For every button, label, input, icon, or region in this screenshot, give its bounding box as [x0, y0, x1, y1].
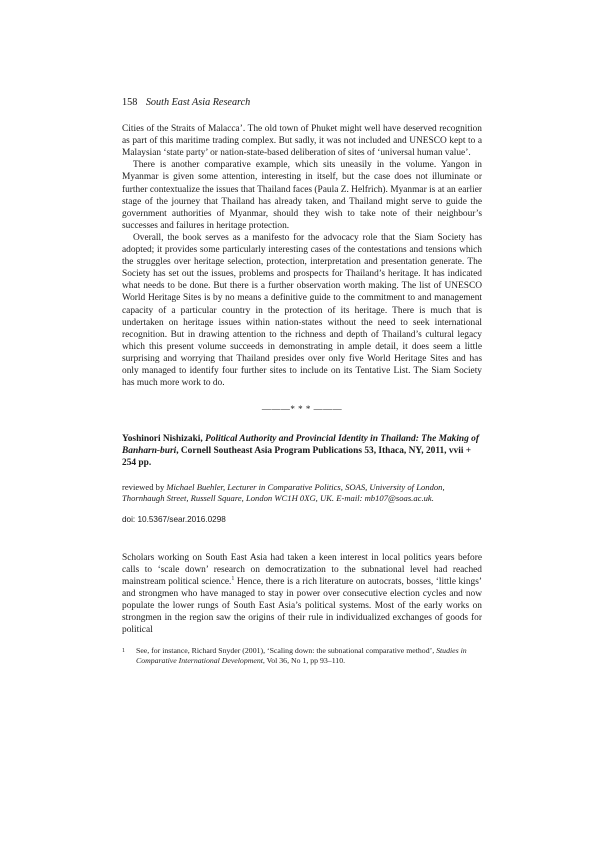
running-head [122, 97, 482, 109]
doi: doi: 10.5367/sear.2016.0298 [122, 514, 226, 524]
footnote-journal: Studies in Comparative International Development [136, 646, 467, 666]
page-number: 158 [122, 97, 138, 108]
journal-title: South East Asia Research [145, 97, 251, 108]
section-separator: ———* * * ——— [261, 404, 343, 415]
paragraph-overall: Overall, the book serves as a manifesto for the advocacy role that the Siam Society has adopted; it provides some particularly interesting cases of the contestations and tensions which the struggles over heritage selection, protection, interpretation and presentation generate. The Society has set out the issues, problems and prospects for Thailand’s heritage. It has indicated what needs to be done. But there is a further observation worth making. The list of UNESCO World Heritage Sites is by no means a definitive guide to the commitment to and management capacity of a particular country in the protection of its heritage. There is much that is undertaken on heritage issues within nation-states without the need to seek international recognition. But in drawing attention to the richness and depth of Thailand’s cultural legacy which this present volume succeeds in demonstrating in ample detail, it does seem a little surprising and worrying that Thailand presides over only five World Heritage Sites and has only managed to identify four further sites to include on its Tentative List. The Siam Society has much more work to do. [122, 232, 482, 389]
review-body: Scholars working on South East Asia had taken a keen interest in local politics years before calls to ‘scale down’ research on democratization to the subnational level had reached mainstream political science.$^1$ Hence, there is a rich literature on autocrats, bosses, ‘little kings’ and strongmen who have managed to stay in power over consecutive election cycles and now populate the lower rungs of South East Asia’s political systems. Most of the early works on strongmen in the region saw the origins of their rule in individualized exchanges of goods for political [122, 552, 482, 636]
paragraph-continued: Cities of the Straits of Malacca’. The old town of Phuket might well have deserved recognition as part of this maritime trading complex. But sadly, it was not included and UNESCO kept to a Malaysian ‘state party’ or nation-state-based deliberation of sites of ‘universal human value’. [122, 124, 482, 159]
page-content [122, 97, 482, 666]
reviewer-line [122, 482, 482, 504]
book-publication: , Cornell Southeast Asia Program Publications 53, Ithaca, NY, 2011, vvii + 254 pp. [122, 446, 472, 469]
footnote-text: See, for instance, Richard Snyder (2001), ‘Scaling down: the subnational comparative method’, Studies in Comparative International Development, Vol 36, No 1, pp 93–110. [136, 646, 467, 666]
reviewed-by-prefix: reviewed by [122, 481, 167, 492]
footnote-mark: 1 [122, 648, 125, 655]
review-heading [122, 433, 482, 469]
paragraph-myanmar: There is another comparative example, which sits uneasily in the volume. Yangon in Myanmar is given some attention, interesting in itself, but the case does not illuminate or further contextualize the issues that Thailand faces (Paula Z. Helfrich). Myanmar is at an earlier stage of the journey that Thailand has already taken, and Thailand might serve to guide the government authorities of Myanmar, should they wish to take note of their neighbour’s successes and failures in heritage protection. [122, 160, 482, 231]
reviewer-details: Michael Buehler, Lecturer in Comparative Politics, SOAS, University of London, Thornhaugh Street, Russell Square, London WC1H 0XG, UK. E-mail: mb107@soas.ac.uk. [122, 481, 445, 503]
footnote [122, 646, 482, 666]
footnote-reference[interactable]: 1 [231, 575, 235, 582]
book-author: Yoshinori Nishizaki, [122, 434, 203, 445]
book-title: Political Authority and Provincial Identity in Thailand: The Making of Banharn-buri [122, 434, 479, 457]
